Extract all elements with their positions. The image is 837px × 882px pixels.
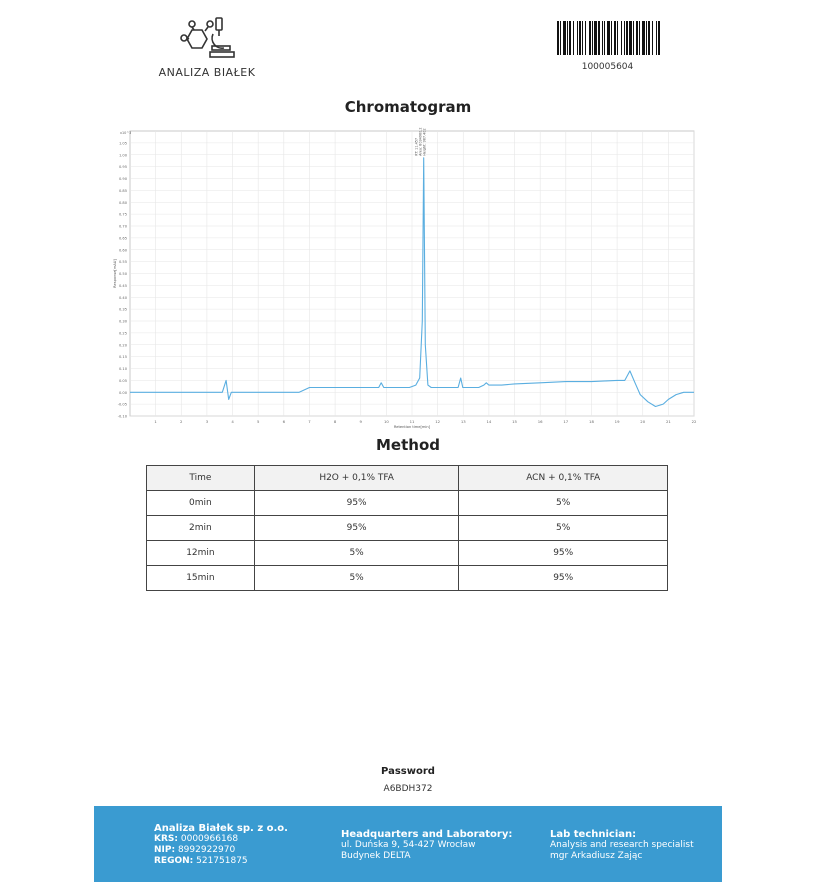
barcode-bar (563, 21, 566, 55)
barcode-bar (658, 21, 660, 55)
barcode-bar (602, 21, 603, 55)
y-tick-label: 1.05 (118, 141, 127, 146)
x-tick-label: 3 (205, 419, 209, 424)
x-tick-label: 1 (154, 419, 157, 424)
y-tick-label: 1.00 (118, 153, 127, 158)
hq-title: Headquarters and Laboratory: (341, 829, 513, 840)
x-tick-label: 18 (589, 419, 594, 424)
x-tick-label: 6 (282, 419, 286, 424)
tech-role: Analysis and research specialist (550, 840, 694, 850)
barcode-bar (629, 21, 632, 55)
x-tick-label: 10 (383, 419, 389, 424)
y-multiplier: x10^3 (120, 131, 132, 135)
chromatogram-title: Chromatogram (344, 98, 472, 116)
barcode-bar (648, 21, 650, 55)
y-tick-label: 0.60 (118, 248, 127, 253)
method-table (146, 465, 668, 591)
footer (94, 806, 722, 882)
y-tick-label: 0.50 (118, 272, 127, 276)
cell-acn: 95% (459, 541, 668, 566)
cell-acn: 95% (459, 566, 668, 591)
cell-time: 0min (147, 491, 255, 516)
peak-annotation: RT: 11.457 (414, 137, 419, 156)
header-acn: ACN + 0,1% TFA (459, 466, 668, 491)
cell-time: 15min (147, 566, 255, 591)
barcode-bar (624, 21, 625, 55)
footer-headquarters (341, 829, 512, 862)
table-row (147, 491, 668, 516)
krs-value: 0000966168 (180, 834, 239, 844)
x-tick-label: 9 (359, 419, 362, 424)
y-tick-label: 0.75 (118, 212, 127, 217)
password-value: A6BDH372 (383, 784, 433, 794)
cell-h2o: 5% (254, 541, 459, 566)
barcode-bar (646, 21, 647, 55)
barcode-bar (607, 21, 610, 55)
x-tick-label: 8 (333, 419, 337, 424)
x-tick-label: 11 (409, 419, 415, 424)
y-tick-label: 0.20 (118, 343, 127, 348)
barcode-bar (579, 21, 581, 55)
barcode-bar (633, 21, 634, 55)
barcode-bar (614, 21, 616, 55)
cell-acn: 5% (459, 516, 668, 541)
tech-title: Lab technician: (550, 829, 637, 840)
barcode-number: 100005604 (581, 62, 634, 72)
cell-h2o: 5% (254, 566, 459, 591)
barcode-bar (639, 21, 640, 55)
y-tick-label: 0.85 (118, 188, 127, 193)
y-tick-label: 0.10 (118, 367, 127, 371)
barcode-bar (592, 21, 593, 55)
barcode (555, 21, 660, 71)
x-tick-label: 12 (435, 419, 441, 424)
x-tick-label: 16 (537, 419, 543, 424)
chromatogram-chart (108, 124, 700, 430)
tech-name: mgr Arkadiusz Zając (550, 851, 643, 861)
y-tick-label: -0.05 (117, 402, 127, 407)
x-tick-label: 5 (256, 419, 260, 424)
barcode-bar (594, 21, 597, 55)
barcode-bar (560, 21, 561, 55)
y-tick-label: -0.10 (117, 414, 127, 419)
barcode-bar (585, 21, 586, 55)
cell-time: 12min (147, 541, 255, 566)
barcode-bar (598, 21, 600, 55)
x-tick-label: 4 (231, 419, 234, 424)
y-axis-label: Response[mAU] (113, 259, 117, 288)
barcode-bar (567, 21, 568, 55)
nip-value: 8992922970 (177, 845, 236, 855)
company-logo (155, 16, 265, 86)
y-tick-label: 0.40 (118, 295, 127, 300)
x-tick-label: 2 (180, 419, 183, 424)
cell-h2o: 95% (254, 491, 459, 516)
regon-label: REGON: (154, 856, 194, 866)
barcode-bar (557, 21, 559, 55)
cell-time: 2min (147, 516, 255, 541)
barcode-bar (636, 21, 638, 55)
password-block (94, 766, 722, 794)
x-axis-label: Retention time[min] (393, 425, 431, 429)
barcode-bar (604, 21, 605, 55)
hq-address: ul. Duńska 9, 54-427 Wrocław (341, 840, 476, 850)
cell-acn: 5% (459, 491, 668, 516)
barcode-bar (617, 21, 618, 55)
molecule-microscope-icon (180, 16, 240, 64)
barcode-bar (621, 21, 622, 55)
y-tick-label: 0.00 (118, 390, 127, 395)
peak-annotation: Area: 8034980.2 (418, 127, 423, 156)
y-tick-label: 0.25 (118, 331, 127, 336)
hq-building: Budynek DELTA (341, 851, 411, 861)
x-tick-label: 15 (512, 419, 517, 424)
barcode-bar (569, 21, 571, 55)
x-tick-label: 7 (308, 419, 311, 424)
barcode-bar (577, 21, 578, 55)
y-tick-label: 0.90 (118, 177, 127, 181)
x-tick-label: 19 (614, 419, 620, 424)
regon-value: 521751875 (196, 856, 248, 866)
y-tick-label: 0.95 (118, 165, 127, 170)
barcode-bar (652, 21, 653, 55)
cell-h2o: 95% (254, 516, 459, 541)
barcode-bar (582, 21, 583, 55)
barcode-bar (626, 21, 628, 55)
x-tick-label: 22 (691, 419, 697, 424)
y-tick-label: 0.05 (118, 378, 127, 383)
x-tick-label: 21 (665, 419, 671, 424)
barcode-bar (589, 21, 591, 55)
y-tick-label: 0.30 (118, 319, 127, 324)
peak-annotation: Height: 987.402 (422, 128, 427, 156)
method-title: Method (376, 436, 440, 454)
footer-company (154, 823, 288, 867)
logo-text: ANALIZA BIAŁEK (158, 66, 256, 79)
krs-label: KRS: (154, 834, 178, 844)
footer-technician (550, 829, 694, 862)
y-tick-label: 0.45 (118, 283, 127, 288)
header-time: Time (147, 466, 255, 491)
table-header-row (147, 466, 668, 491)
y-tick-label: 0.80 (118, 200, 127, 205)
table-row (147, 541, 668, 566)
y-tick-label: 0.35 (118, 307, 127, 312)
table-row (147, 566, 668, 591)
company-name: Analiza Białek sp. z o.o. (154, 823, 288, 834)
y-tick-label: 0.65 (118, 236, 127, 241)
y-tick-label: 0.15 (118, 355, 127, 360)
x-tick-label: 13 (460, 419, 466, 424)
barcode-bar (642, 21, 645, 55)
x-tick-label: 17 (563, 419, 569, 424)
y-tick-label: 0.70 (118, 224, 127, 229)
barcode-bar (611, 21, 612, 55)
table-row (147, 516, 668, 541)
barcode-bars (556, 21, 660, 55)
y-tick-label: 0.55 (118, 260, 127, 265)
barcode-bar (573, 21, 574, 55)
x-tick-label: 20 (640, 419, 646, 424)
password-label: Password (381, 766, 435, 777)
nip-label: NIP: (154, 845, 176, 855)
barcode-bar (656, 21, 657, 55)
x-tick-label: 14 (486, 419, 492, 424)
header-h2o: H2O + 0,1% TFA (254, 466, 459, 491)
